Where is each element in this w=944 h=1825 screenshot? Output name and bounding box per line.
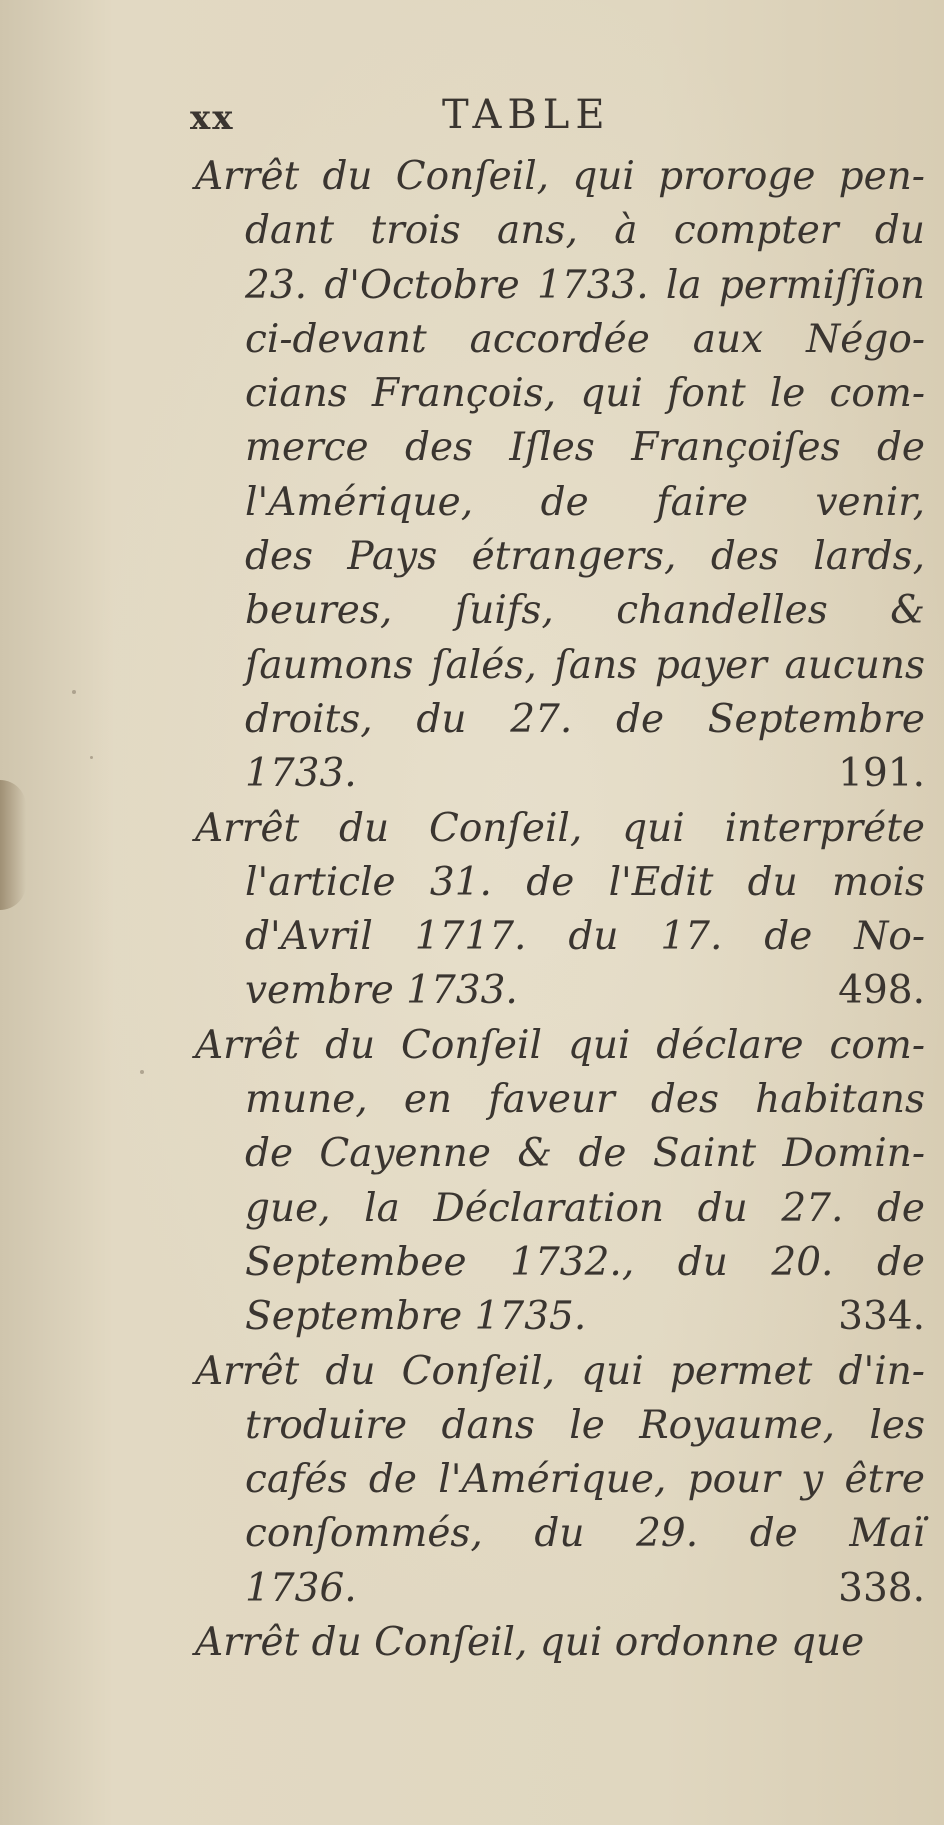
table-entry — [195, 1019, 925, 1345]
entry-date-tail: 1733. — [245, 751, 357, 797]
entry-text-line: dant trois ans, à compter du — [245, 208, 925, 254]
entry-reference-line — [195, 964, 925, 1018]
entry-text-line: l'Amérique, de faire venir, — [245, 479, 925, 525]
entry-heading-line: Arrêt du Conſeil, qui permet d'in- — [195, 1348, 925, 1394]
entry-text-line: cians François, qui font le com- — [245, 371, 925, 417]
entry-reference-line — [195, 1562, 925, 1616]
entry-text-line: troduire dans le Royaume, les — [245, 1402, 925, 1448]
entry-page-reference: 191. — [838, 751, 925, 797]
paper-speck — [72, 690, 76, 694]
table-entry — [195, 1345, 925, 1616]
entry-heading-line: Arrêt du Conſeil, qui proroge pen- — [195, 154, 925, 199]
entry-heading-line: Arrêt du Conſeil qui déclare com- — [195, 1022, 925, 1068]
entry-text-line: ci-devant accordée aux Négo- — [245, 316, 925, 362]
entry-text-line: beures, ſuifs, chandelles & — [245, 588, 925, 634]
entry-text-line: l'article 31. de l'Edit du mois — [245, 859, 925, 905]
entry-text-line: de Cayenne & de Saint Domin- — [245, 1131, 925, 1177]
entry-text-line: gue, la Déclaration du 27. de — [245, 1185, 925, 1231]
entry-text-line: mune, en faveur des habitans — [245, 1077, 925, 1123]
entry-reference-line — [195, 1290, 925, 1344]
paper-speck — [140, 1070, 144, 1074]
entry-text-line: conſommés, du 29. de Maï — [245, 1511, 925, 1557]
entry-page-reference: 498. — [838, 968, 925, 1014]
paper-speck — [90, 756, 93, 759]
running-title: TABLE — [442, 92, 611, 138]
page-number: xx — [190, 98, 235, 138]
table-entries — [195, 150, 925, 1670]
entry-text-line: droits, du 27. de Septembre — [245, 696, 925, 742]
entry-text-line: d'Avril 1717. du 17. de No- — [245, 914, 925, 960]
table-entry — [195, 1616, 925, 1670]
entry-date-tail: 1736. — [245, 1565, 357, 1611]
table-entry — [195, 150, 925, 802]
page-edge-shadow — [0, 780, 26, 910]
entry-text-line: des Pays étrangers, des lards, — [245, 534, 925, 580]
entry-text-line: merce des Iſles Françoiſes de — [245, 425, 925, 471]
entry-text-line: cafés de l'Amérique, pour y être — [245, 1457, 925, 1503]
page-header — [190, 92, 920, 146]
entry-text-line: 23. d'Octobre 1733. la permiſſion — [245, 262, 925, 308]
entry-reference-line — [195, 747, 925, 801]
entry-text-line: Septembee 1732., du 20. de — [245, 1239, 925, 1285]
table-entry — [195, 802, 925, 1019]
entry-date-tail: Septembre 1735. — [245, 1294, 587, 1340]
entry-heading-line: Arrêt du Conſeil, qui ordonne que — [195, 1620, 865, 1666]
entry-page-reference: 338. — [838, 1565, 925, 1611]
entry-text-line: ſaumons ſalés, ſans payer aucuns — [245, 642, 925, 688]
entry-heading-line: Arrêt du Conſeil, qui interpréte — [195, 805, 925, 851]
entry-page-reference: 334. — [838, 1294, 925, 1340]
entry-date-tail: vembre 1733. — [245, 968, 518, 1014]
